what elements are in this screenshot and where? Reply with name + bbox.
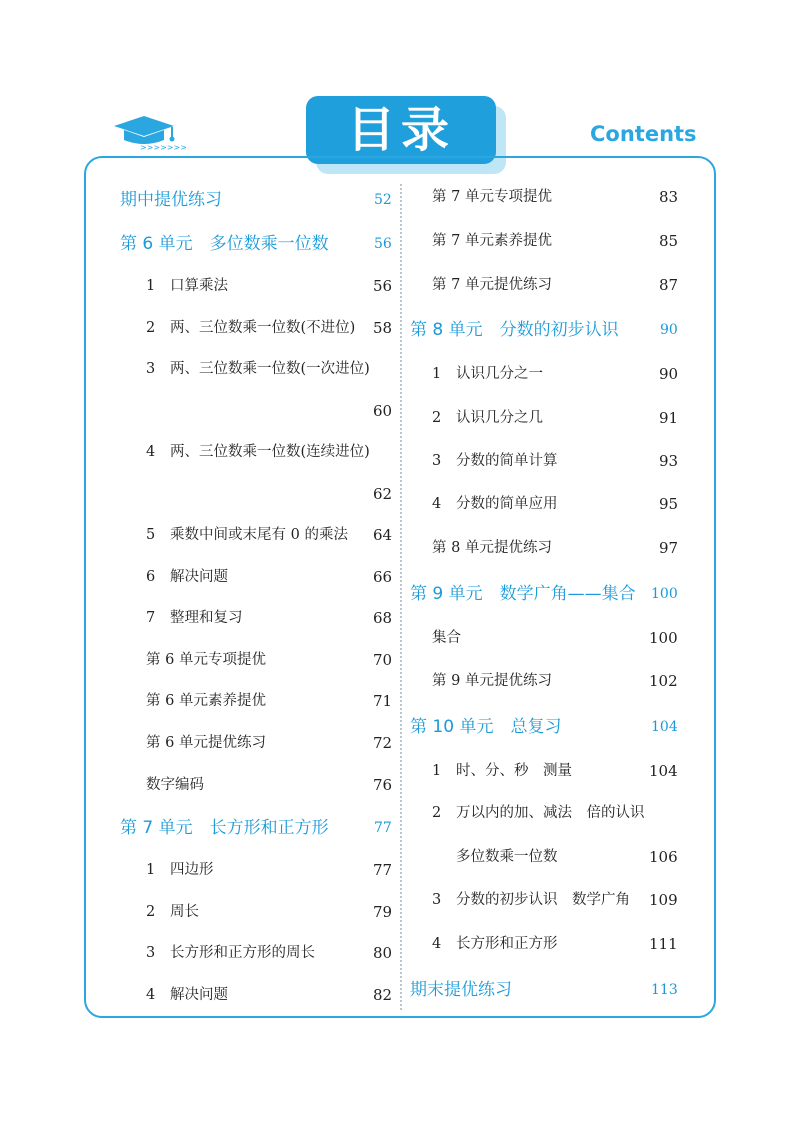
toc-entry[interactable] bbox=[146, 566, 422, 588]
page-title: 目录 bbox=[346, 102, 455, 158]
toc-entry[interactable] bbox=[432, 186, 708, 208]
toc-entry[interactable] bbox=[456, 846, 708, 868]
toc-page-number: 111 bbox=[649, 935, 678, 953]
toc-entry-label: 四边形 bbox=[170, 862, 214, 878]
toc-entry-number: 1 bbox=[146, 278, 156, 294]
toc-entry[interactable] bbox=[146, 317, 422, 339]
toc-page-number: 62 bbox=[373, 485, 393, 503]
toc-entry[interactable] bbox=[432, 627, 708, 649]
toc-page-number: 97 bbox=[659, 539, 679, 557]
toc-entry-label: 第 7 单元专项提优 bbox=[432, 189, 552, 205]
toc-entry-number: 4 bbox=[432, 936, 442, 952]
toc-entry[interactable] bbox=[146, 358, 422, 380]
toc-entry-label: 多位数乘一位数 bbox=[456, 849, 558, 865]
toc-entry-label: 分数的初步认识 数学广角 bbox=[456, 892, 630, 908]
toc-page-number: 68 bbox=[373, 609, 393, 627]
toc-page-number: 56 bbox=[373, 277, 393, 295]
toc-section-heading[interactable] bbox=[410, 979, 708, 1001]
toc-entry[interactable] bbox=[432, 760, 708, 782]
toc-entry-label: 长方形和正方形 bbox=[456, 936, 558, 952]
toc-page-number: 93 bbox=[659, 452, 679, 470]
toc-entry[interactable] bbox=[146, 732, 422, 754]
toc-entry[interactable] bbox=[146, 400, 422, 422]
toc-section-heading[interactable] bbox=[120, 817, 422, 839]
toc-page-number: 66 bbox=[373, 568, 393, 586]
toc-entry[interactable] bbox=[146, 942, 422, 964]
toc-entry-label: 第 9 单元 数学广角——集合 bbox=[410, 584, 636, 604]
toc-page-number: 90 bbox=[659, 365, 679, 383]
toc-entry[interactable] bbox=[146, 774, 422, 796]
toc-entry-number: 4 bbox=[146, 987, 156, 1003]
toc-entry[interactable] bbox=[432, 537, 708, 559]
toc-page-number: 100 bbox=[651, 586, 678, 602]
toc-entry[interactable] bbox=[432, 407, 708, 429]
toc-entry-label: 解决问题 bbox=[170, 569, 228, 585]
toc-section-heading[interactable] bbox=[410, 583, 708, 605]
toc-page-number: 87 bbox=[659, 276, 679, 294]
toc-entry-label: 第 6 单元 多位数乘一位数 bbox=[120, 234, 329, 254]
toc-entry-number: 1 bbox=[146, 862, 156, 878]
toc-entry-label: 第 7 单元 长方形和正方形 bbox=[120, 818, 329, 838]
toc-entry-number: 3 bbox=[146, 945, 156, 961]
toc-entry-label: 解决问题 bbox=[170, 987, 228, 1003]
toc-page-number: 104 bbox=[649, 762, 678, 780]
toc-entry-label: 分数的简单计算 bbox=[456, 453, 558, 469]
toc-entry[interactable] bbox=[432, 889, 708, 911]
toc-page-number: 104 bbox=[651, 719, 678, 735]
column-divider bbox=[400, 184, 402, 1010]
toc-page-number: 79 bbox=[373, 903, 393, 921]
toc-entry-label: 两、三位数乘一位数(连续进位) bbox=[170, 444, 370, 460]
toc-entry[interactable] bbox=[432, 933, 708, 955]
toc-entry-number: 3 bbox=[432, 892, 442, 908]
toc-entry-label: 数字编码 bbox=[146, 777, 204, 793]
toc-entry-number: 1 bbox=[432, 763, 442, 779]
toc-entry[interactable] bbox=[146, 649, 422, 671]
toc-entry-label: 第 6 单元提优练习 bbox=[146, 735, 266, 751]
toc-entry[interactable] bbox=[146, 901, 422, 923]
toc-section-heading[interactable] bbox=[120, 233, 422, 255]
toc-entry-label: 集合 bbox=[432, 630, 461, 646]
toc-entry-label: 两、三位数乘一位数(一次进位) bbox=[170, 361, 370, 377]
toc-section-heading[interactable] bbox=[410, 319, 708, 341]
toc-entry-number: 5 bbox=[146, 527, 156, 543]
toc-entry-number: 7 bbox=[146, 610, 156, 626]
toc-entry-label: 第 6 单元素养提优 bbox=[146, 693, 266, 709]
toc-page-number: 52 bbox=[374, 192, 392, 208]
toc-page-number: 77 bbox=[374, 820, 392, 836]
toc-page-number: 80 bbox=[373, 944, 393, 962]
toc-entry-label: 两、三位数乘一位数(不进位) bbox=[170, 320, 356, 336]
toc-entry[interactable] bbox=[432, 274, 708, 296]
toc-entry[interactable] bbox=[432, 230, 708, 252]
toc-entry[interactable] bbox=[146, 483, 422, 505]
toc-page-number: 113 bbox=[651, 982, 678, 998]
toc-entry-label: 长方形和正方形的周长 bbox=[170, 945, 315, 961]
toc-entry-label: 时、分、秒 测量 bbox=[456, 763, 572, 779]
toc-page-number: 56 bbox=[374, 236, 392, 252]
toc-page-number: 72 bbox=[373, 734, 393, 752]
toc-entry[interactable] bbox=[146, 275, 422, 297]
toc-entry[interactable] bbox=[146, 859, 422, 881]
toc-entry-number: 4 bbox=[432, 496, 442, 512]
toc-page-number: 76 bbox=[373, 776, 393, 794]
toc-page-number: 100 bbox=[649, 629, 678, 647]
contents-label: Contents bbox=[590, 122, 697, 146]
toc-page-number: 77 bbox=[373, 861, 393, 879]
toc-entry-number: 1 bbox=[432, 366, 442, 382]
toc-section-heading[interactable] bbox=[120, 189, 422, 211]
toc-page-number: 82 bbox=[373, 986, 393, 1004]
toc-entry-label: 整理和复习 bbox=[170, 610, 243, 626]
toc-entry-label: 期中提优练习 bbox=[120, 190, 222, 210]
toc-page-number: 58 bbox=[373, 319, 393, 337]
toc-entry-label: 第 10 单元 总复习 bbox=[410, 717, 562, 737]
toc-page-number: 60 bbox=[373, 402, 393, 420]
toc-entry-number: 6 bbox=[146, 569, 156, 585]
toc-page-number: 102 bbox=[649, 672, 678, 690]
toc-entry[interactable] bbox=[432, 802, 708, 824]
toc-entry-label: 周长 bbox=[170, 904, 199, 920]
toc-entry-label: 期末提优练习 bbox=[410, 980, 512, 1000]
toc-entry-label: 乘数中间或末尾有 0 的乘法 bbox=[170, 527, 348, 543]
toc-entry[interactable] bbox=[432, 450, 708, 472]
toc-entry-label: 第 7 单元素养提优 bbox=[432, 233, 552, 249]
toc-entry-label: 第 7 单元提优练习 bbox=[432, 277, 552, 293]
toc-entry-number: 3 bbox=[432, 453, 442, 469]
toc-page-number: 70 bbox=[373, 651, 393, 669]
toc-entry[interactable] bbox=[146, 607, 422, 629]
svg-text:>>>>>>>: >>>>>>> bbox=[140, 143, 187, 152]
toc-entry[interactable] bbox=[146, 690, 422, 712]
toc-entry-label: 分数的简单应用 bbox=[456, 496, 558, 512]
toc-page-number: 106 bbox=[649, 848, 678, 866]
toc-page-number: 90 bbox=[660, 322, 678, 338]
toc-entry-label: 第 6 单元专项提优 bbox=[146, 652, 266, 668]
toc-page-number: 85 bbox=[659, 232, 679, 250]
toc-page-number: 109 bbox=[649, 891, 678, 909]
toc-entry[interactable] bbox=[432, 493, 708, 515]
toc-entry-number: 2 bbox=[432, 410, 442, 426]
toc-entry-label: 第 8 单元 分数的初步认识 bbox=[410, 320, 619, 340]
toc-entry-number: 3 bbox=[146, 361, 156, 377]
toc-page-number: 91 bbox=[659, 409, 679, 427]
toc-page-number: 71 bbox=[373, 692, 393, 710]
toc-entry[interactable] bbox=[432, 363, 708, 385]
toc-entry-number: 4 bbox=[146, 444, 156, 460]
toc-entry[interactable] bbox=[146, 984, 422, 1006]
toc-section-heading[interactable] bbox=[410, 716, 708, 738]
toc-entry-label: 万以内的加、减法 倍的认识 bbox=[456, 805, 645, 821]
toc-entry-number: 2 bbox=[432, 805, 442, 821]
toc-page-number: 95 bbox=[659, 495, 679, 513]
toc-entry-number: 2 bbox=[146, 320, 156, 336]
toc-entry-label: 口算乘法 bbox=[170, 278, 228, 294]
graduation-cap-icon bbox=[110, 108, 190, 152]
toc-entry-label: 第 9 单元提优练习 bbox=[432, 673, 552, 689]
toc-entry-label: 认识几分之几 bbox=[456, 410, 543, 426]
toc-page-number: 83 bbox=[659, 188, 679, 206]
toc-entry-number: 2 bbox=[146, 904, 156, 920]
toc-entry-label: 认识几分之一 bbox=[456, 366, 543, 382]
toc-page-number: 64 bbox=[373, 526, 393, 544]
toc-entry[interactable] bbox=[432, 670, 708, 692]
toc-entry-label: 第 8 单元提优练习 bbox=[432, 540, 552, 556]
toc-entry[interactable] bbox=[146, 441, 422, 463]
toc-entry[interactable] bbox=[146, 524, 422, 546]
